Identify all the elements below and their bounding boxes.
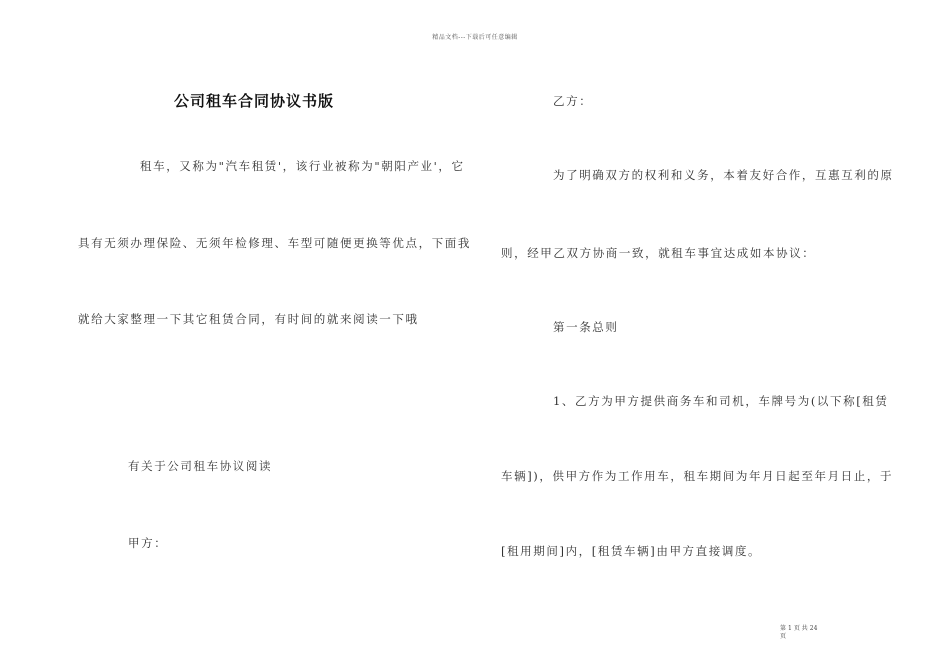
clause-line-3: [租用期间]内，[租赁车辆]由甲方直接调度。 bbox=[501, 544, 762, 558]
page-suffix: 页 bbox=[780, 633, 787, 640]
header-note: 精品文档---下载后可任意编辑 bbox=[432, 34, 518, 41]
intro-line-1: 租车，又称为"汽车租赁'，该行业被称为"朝阳产业'，它 bbox=[140, 159, 465, 173]
intro-line-2: 具有无须办理保险、无须年检修理、车型可随便更换等优点，下面我 bbox=[78, 236, 471, 250]
clause-line-1: 1、乙方为甲方提供商务车和司机，车牌号为(以下称[租赁 bbox=[553, 394, 889, 408]
intro-line-3: 就给大家整理一下其它租赁合同，有时间的就来阅读一下哦 bbox=[78, 312, 419, 326]
document-title: 公司租车合同协议书版 bbox=[174, 92, 335, 110]
party-a-label: 甲方： bbox=[128, 536, 168, 550]
related-heading: 有关于公司租车协议阅读 bbox=[128, 459, 273, 473]
party-b-label: 乙方： bbox=[553, 94, 593, 108]
page-number: 1 bbox=[788, 625, 792, 632]
page-total: 24 bbox=[809, 625, 818, 632]
article-heading: 第一条总则 bbox=[553, 320, 619, 334]
purpose-line-2: 则，经甲乙双方协商一致，就租车事宜达成如本协议： bbox=[501, 246, 816, 260]
page-prefix: 第 bbox=[780, 625, 787, 632]
clause-line-2: 车辆])，供甲方作为工作用车，租车期间为年月日起至年月日止，于 bbox=[501, 469, 894, 483]
page-mid: 页 共 bbox=[793, 625, 808, 632]
purpose-line-1: 为了明确双方的权利和义务，本着友好合作，互惠互利的原 bbox=[553, 168, 894, 182]
page-indicator bbox=[780, 625, 840, 641]
